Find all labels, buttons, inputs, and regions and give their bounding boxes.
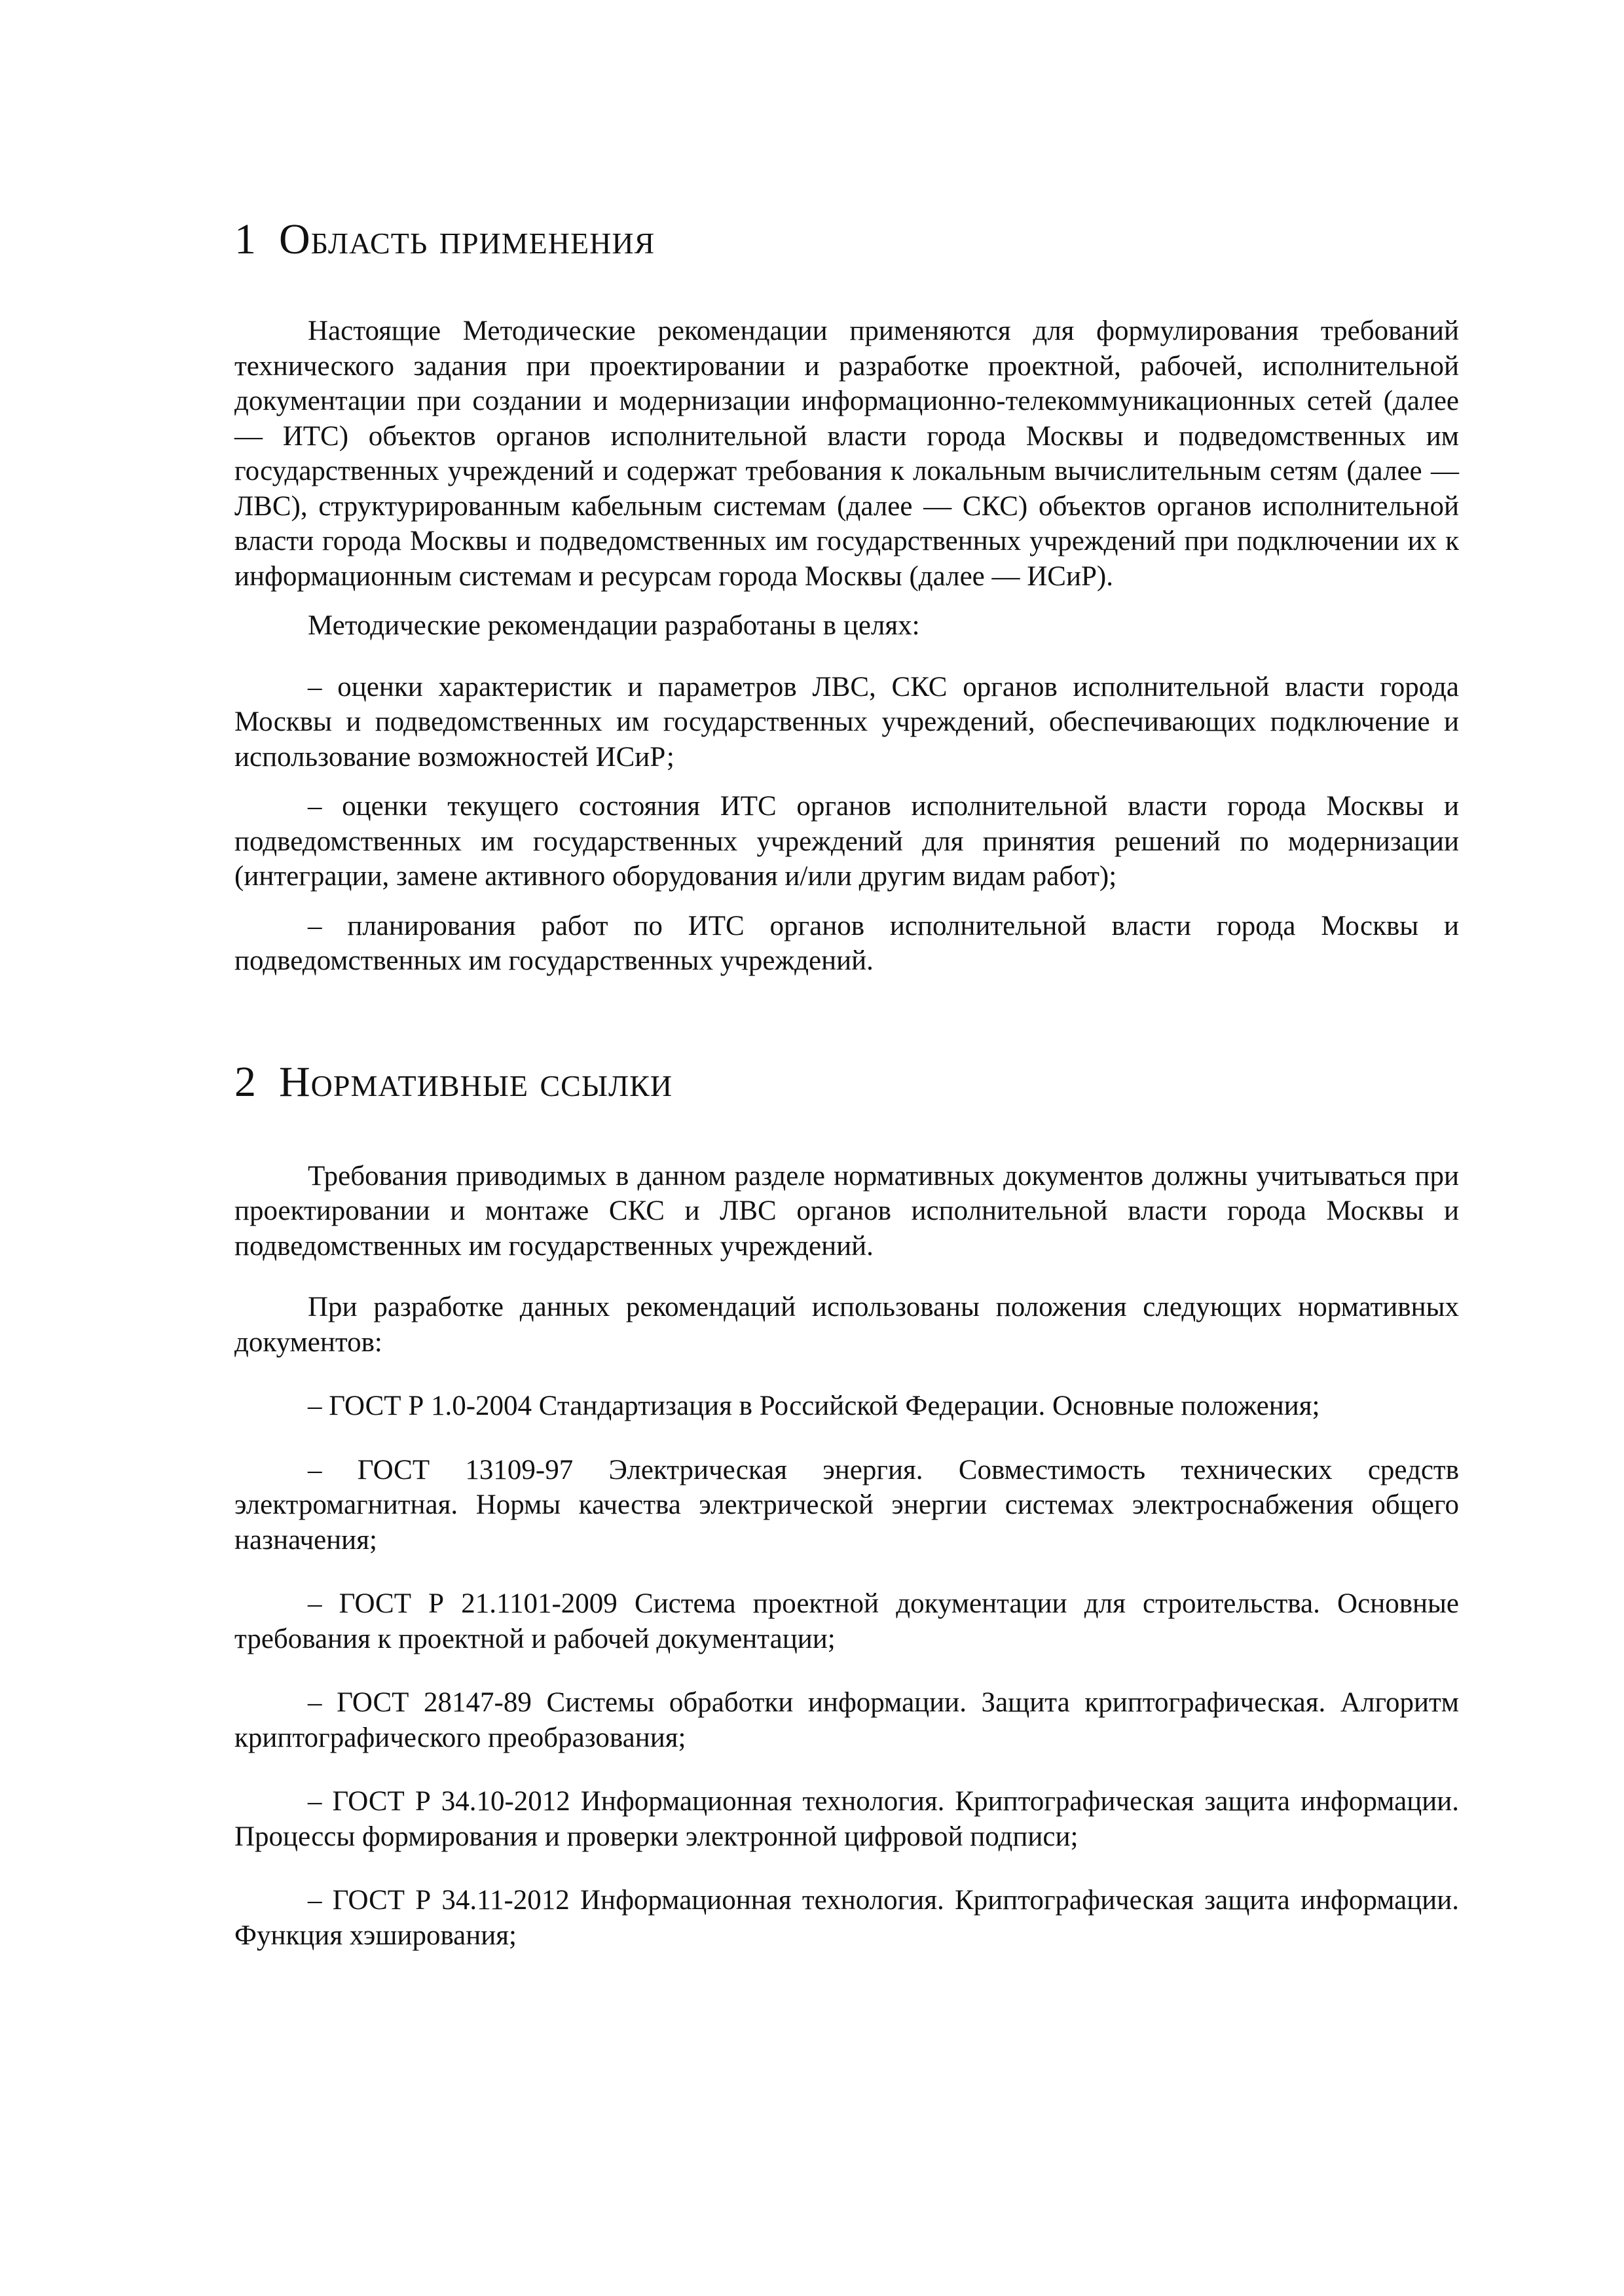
section-2-title: Нормативные ссылки bbox=[279, 1057, 673, 1106]
reference-item: – ГОСТ 13109-97 Электрическая энергия. Совместимость технических средств электромагнитная. Нормы качества электрической энергии системах электроснабжения общего назначения; bbox=[234, 1454, 1459, 1556]
scope-paragraph: Настоящие Методические рекомендации применяются для формулирования требований технического задания при проектировании и разработке проектной, рабочей, исполнительной документации при создании и модернизации информационно-телекоммуникационных сетей (далее — ИТС) объектов органов исполнительной власти города Москвы и подведомственных им государственных учреждений и содержат требования к локальным вычислительным сетям (далее — ЛВС), структурированным кабельным системам (далее — СКС) объектов органов исполнительной власти города Москвы и подведомственных им государственных учреждений при подключении их к информационным системам и ресурсам города Москвы (далее — ИСиР). bbox=[234, 316, 1459, 592]
purpose-item-1: – оценки характеристик и параметров ЛВС, СКС органов исполнительной власти города Москвы и подведомственных им государственных учреждений, обеспечивающих подключение и использование возможностей ИСиР; bbox=[234, 671, 1459, 773]
reference-item: – ГОСТ Р 34.11-2012 Информационная технология. Криптографическая защита информации. Функция хэширования; bbox=[234, 1885, 1459, 1951]
reference-item: – ГОСТ 28147-89 Системы обработки информации. Защита криптографическая. Алгоритм криптографического преобразования; bbox=[234, 1687, 1459, 1753]
purposes-intro-paragraph: Методические рекомендации разработаны в целях: bbox=[308, 610, 920, 642]
section-2-body bbox=[234, 1159, 1459, 1954]
section-2-number: 2 bbox=[234, 1057, 257, 1106]
section-1-body bbox=[234, 314, 1459, 979]
purpose-item-3: – планирования работ по ИТС органов исполнительной власти города Москвы и подведомственных им государственных учреждений. bbox=[234, 910, 1459, 977]
section-1-heading bbox=[234, 213, 1459, 265]
reference-item: – ГОСТ Р 21.1101-2009 Система проектной документации для строительства. Основные требования к проектной и рабочей документации; bbox=[234, 1588, 1459, 1654]
section-2-heading bbox=[234, 1056, 1459, 1108]
normative-requirements-paragraph: Требования приводимых в данном разделе нормативных документов должны учитываться при проектировании и монтаже СКС и ЛВС органов исполнительной власти города Москвы и подведомственных им государственных учреждений. bbox=[234, 1160, 1459, 1262]
reference-item: – ГОСТ Р 1.0-2004 Стандартизация в Российской Федерации. Основные положения; bbox=[308, 1391, 1320, 1422]
reference-item: – ГОСТ Р 34.10-2012 Информационная технология. Криптографическая защита информации. Процессы формирования и проверки электронной цифровой подписи; bbox=[234, 1786, 1459, 1852]
purpose-item-2: – оценки текущего состояния ИТС органов исполнительной власти города Москвы и подведомственных им государственных учреждений для принятия решений по модернизации (интеграции, замене активного оборудования и/или другим видам работ); bbox=[234, 791, 1459, 892]
section-1-number: 1 bbox=[234, 215, 257, 263]
section-1-title: Область применения bbox=[279, 215, 655, 263]
normative-intro-paragraph: При разработке данных рекомендаций использованы положения следующих нормативных документов: bbox=[234, 1292, 1459, 1358]
document-page bbox=[234, 196, 1459, 1982]
